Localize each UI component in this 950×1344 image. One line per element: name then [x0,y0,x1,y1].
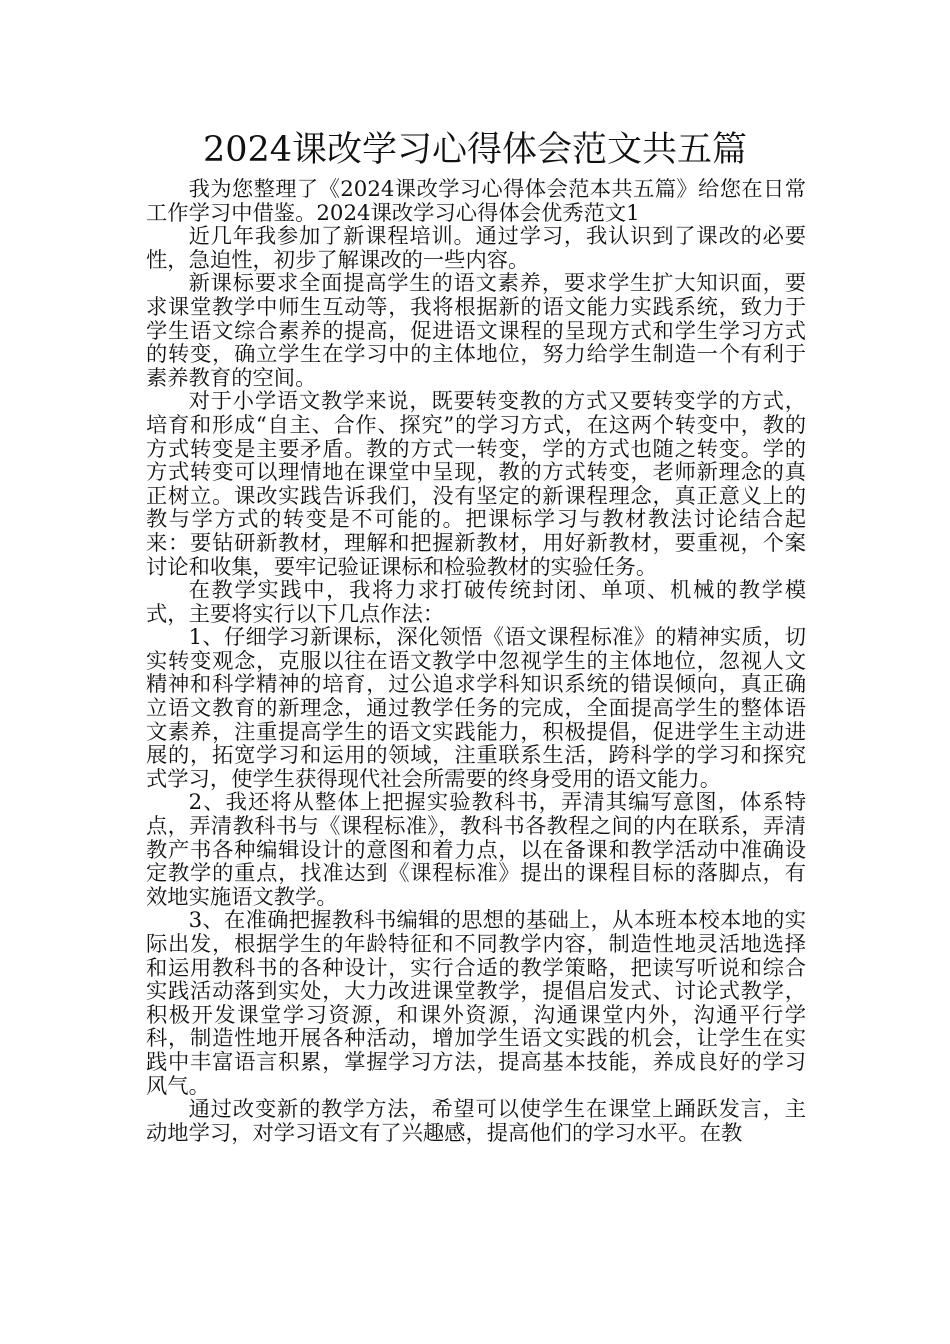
paragraph-item-1: 1、仔细学习新课标，深化领悟《语文课程标准》的精神实质，切实转变观念，克服以往在语文教学中忽视学生的主体地位，忽视人文精神和科学精神的培育，过公追求学科知识系统的错误倾向，真正确立语文教育的新理念，通过教学任务的完成，全面提高学生的整体语文素养，注重提高学生的语文实践能力，积极提倡，促进学生主动进展的，拓宽学习和运用的领域，注重联系生活，跨科学的学习和探究式学习，使学生获得现代社会所需要的终身受用的语文能力。 [146,625,806,792]
document-body [146,178,806,1145]
page-title: 2024课改学习心得体会范文共五篇 [202,130,748,170]
paragraph-4: 在教学实践中，我将力求打破传统封闭、单项、机械的教学模式，主要将实行以下几点作法： [146,578,806,627]
paragraph-intro: 我为您整理了《2024课改学习心得体会范本共五篇》给您在日常工作学习中借鉴。2024课改学习心得体会优秀范文1 [146,177,806,226]
paragraph-last: 通过改变新的教学方法，希望可以使学生在课堂上踊跃发言，主动地学习，对学习语文有了兴趣感，提高他们的学习水平。在教 [146,1097,806,1146]
paragraph-item-3: 3、在准确把握教科书编辑的思想的基础上，从本班本校本地的实际出发，根据学生的年龄特征和不同教学内容，制造性地灵活地选择和运用教科书的各种设计，实行合适的教学策略，把读写听说和综合实践活动落到实处，大力改进课堂教学，提倡启发式、讨论式教学，积极开发课堂学习资源，和课外资源，沟通课堂内外，沟通平行学科，制造性地开展各种活动，增加学生语文实践的机会，让学生在实践中丰富语言积累，掌握学习方法，提高基本技能，养成良好的学习风气。 [146,908,806,1099]
paragraph-1: 近几年我参加了新课程培训。通过学习，我认识到了课改的必要性，急迫性，初步了解课改的一些内容。 [146,224,806,273]
paragraph-2: 新课标要求全面提高学生的语文素养，要求学生扩大知识面，要求课堂教学中师生互动等，我将根据新的语文能力实践系统，致力于学生语文综合素养的提高，促进语文课程的呈现方式和学生学习方式的转变，确立学生在学习中的主体地位，努力给学生制造一个有利于素养教育的空间。 [146,271,806,391]
paragraph-item-2: 2、我还将从整体上把握实验教科书，弄清其编写意图，体系特点，弄清教科书与《课程标准》，教科书各教程之间的内在联系，弄清教产书各种编辑设计的意图和着力点，以在备课和教学活动中准确设定教学的重点，找准达到《课程标准》提出的课程目标的落脚点，有效地实施语文教学。 [146,790,806,910]
paragraph-3: 对于小学语文教学来说，既要转变教的方式又要转变学的方式，培育和形成“自主、合作、探究”的学习方式，在这两个转变中，教的方式转变是主要矛盾。教的方式一转变，学的方式也随之转变。学的方式转变可以理情地在课堂中呈现，教的方式转变，老师新理念的真正树立。课改实践告诉我们，没有坚定的新课程理念，真正意义上的教与学方式的转变是不可能的。把课标学习与教材教法讨论结合起来：要钻研新教材，理解和把握新教材，用好新教材，要重视，个案讨论和收集，要牢记验证课标和检验教材的实验任务。 [146,389,806,580]
